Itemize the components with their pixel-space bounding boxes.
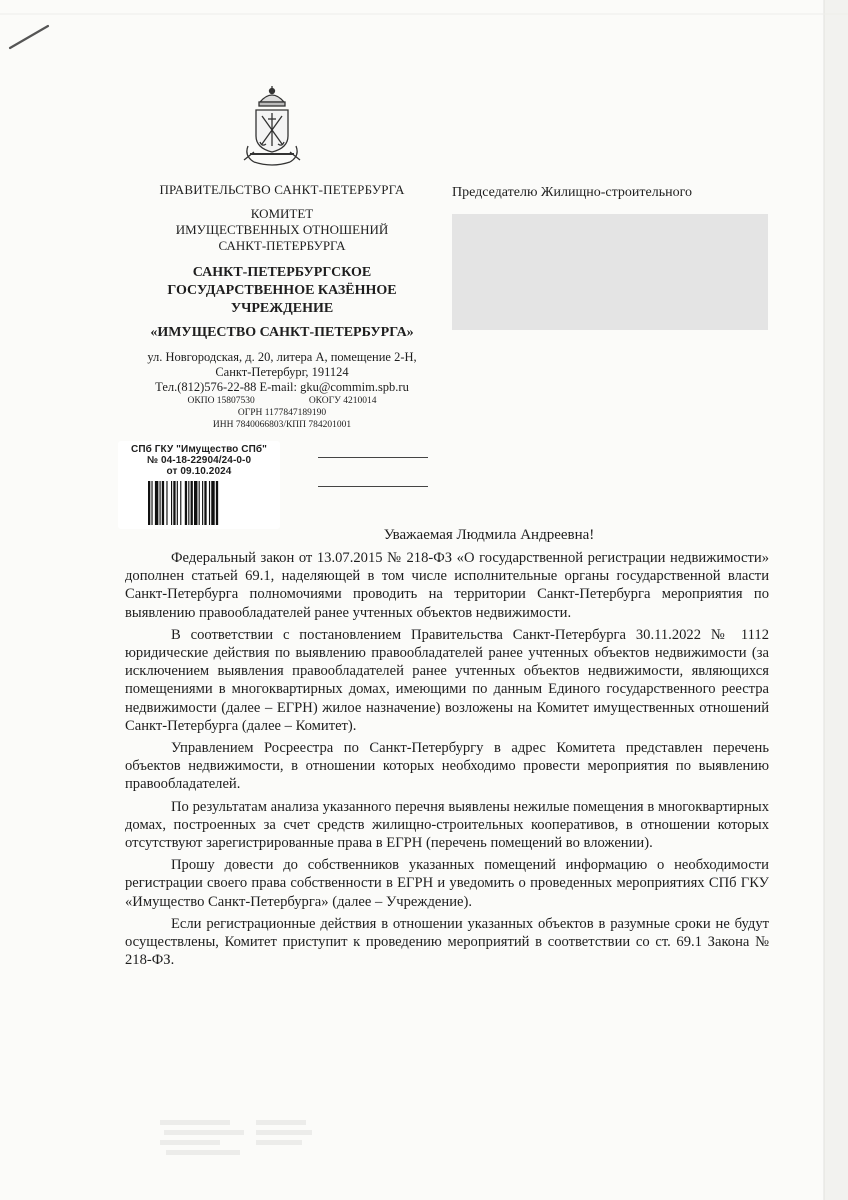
institution-name: «ИМУЩЕСТВО САНКТ-ПЕТЕРБУРГА» (150, 325, 414, 340)
barcode-bar (177, 481, 178, 525)
committee-name: КОМИТЕТ ИМУЩЕСТВЕННЫХ ОТНОШЕНИЙ САНКТ-ПЕТЕРБУРГА (175, 206, 389, 253)
barcode-bar (151, 481, 152, 525)
faint-bleedthrough-mark (256, 1118, 316, 1158)
letter-body (125, 549, 769, 973)
letterhead (112, 178, 452, 431)
addressee-line: Председателю Жилищно-строительного (452, 185, 692, 200)
paragraph: Управлением Росреестра по Санкт-Петербургу в адрес Комитета представлен перечень объектов недвижимости, в отношении которых необходимо провести мероприятия по выявлению правообладателей. (125, 740, 769, 793)
reg-number-line (318, 457, 428, 458)
barcode-bar (166, 481, 167, 525)
reg-date-line (318, 486, 428, 487)
stamp-org: СПб ГКУ "Имущество СПб" (131, 444, 267, 455)
codes-row (112, 395, 452, 407)
barcode-bar (180, 481, 181, 525)
paragraph: Прошу довести до собственников указанных помещений информацию о необходимости регистрации своего права собственности в ЕГРН и уведомить о проведенных мероприятиях СПб ГКУ «Имущество Санкт-Петербурга» (далее – Учреждение). (125, 857, 769, 910)
redacted-block (452, 214, 768, 330)
institution-type: САНКТ-ПЕТЕРБУРГСКОЕ ГОСУДАРСТВЕННОЕ КАЗЁННОЕ УЧРЕЖДЕНИЕ (167, 265, 397, 316)
paragraph: Федеральный закон от 13.07.2015 № 218-ФЗ «О государственной регистрации недвижимости» дополнен статьей 69.1, наделяющей в том числе исполнительные органы государственной власти Санкт-Петербурга полномочиями проводить на территории Санкт-Петербурга мероприятия по выявлению правообладателей ранее учтенных объектов недвижимости. (125, 550, 769, 621)
barcode-icon (148, 481, 252, 525)
stamp-date: от 09.10.2024 (166, 466, 232, 477)
barcode-bar (209, 481, 210, 525)
barcode-bar (155, 481, 158, 525)
government-name: ПРАВИТЕЛЬСТВО САНКТ-ПЕТЕРБУРГА (159, 182, 405, 197)
okpo-code: ОКПО 15807530 (187, 396, 255, 406)
barcode-bar (148, 481, 150, 525)
spb-coat-of-arms-icon (234, 86, 310, 168)
okogu-code: ОКОГУ 4210014 (308, 396, 377, 406)
barcode-bar (188, 481, 189, 525)
paragraph: По результатам анализа указанного перечня выявлены нежилые помещения в многоквартирных домах, построенных за счет средств жилищно-строительных кооперативов, в отношении которых отсутствуют зарегистрированные права в ЕГРН (перечень помещений во вложении). (125, 798, 769, 852)
barcode-bar (160, 481, 161, 525)
stamp-number: № 04-18-22904/24-0-0 (146, 455, 252, 466)
barcode-bar (194, 481, 197, 525)
address-line-1: ул. Новгородская, д. 20, литера А, помещение 2-Н, (147, 350, 417, 364)
barcode-bar (204, 481, 206, 525)
barcode-bar (173, 481, 175, 525)
faint-bleedthrough-mark (160, 1118, 250, 1158)
barcode-bar (216, 481, 218, 525)
barcode-bar (191, 481, 193, 525)
address-line-2: Санкт-Петербург, 191124 (215, 365, 349, 379)
ogrn-code: ОГРН 1177847189190 (237, 408, 327, 418)
barcode-bar (162, 481, 164, 525)
contacts: Тел.(812)576-22-88 E-mail: gku@commim.spb.ru (155, 380, 409, 394)
barcode-bar (185, 481, 187, 525)
paragraph: В соответствии с постановлением Правительства Санкт-Петербурга 30.11.2022 № 1112 юридические действия по выявлению правообладателей ранее учтенных объектов недвижимости (за исключением выявления правообладателей ранее учтенных объектов недвижимости, являющихся помещениями в многоквартирных домах, имеющими по данным Единого государственного реестра недвижимости (далее – ЕГРН) жилое назначение) возложены на Комитет имущественных отношений Санкт-Петербурга (далее – Комитет). (125, 626, 769, 734)
barcode-bar (171, 481, 172, 525)
paragraph: Если регистрационные действия в отношении указанных объектов в разумные сроки не будут осуществлены, Комитет приступит к проведению мероприятий в соответствии со ст. 69.1 Закона № 218-ФЗ. (125, 915, 769, 969)
registration-stamp (118, 441, 280, 529)
barcode-bar (199, 481, 200, 525)
barcode-bar (202, 481, 203, 525)
inn-kpp-code: ИНН 7840066803/КПП 784201001 (212, 420, 352, 430)
barcode-bar (211, 481, 214, 525)
pen-stroke-mark (8, 22, 52, 52)
salutation: Уважаемая Людмила Андреевна! (383, 527, 595, 543)
